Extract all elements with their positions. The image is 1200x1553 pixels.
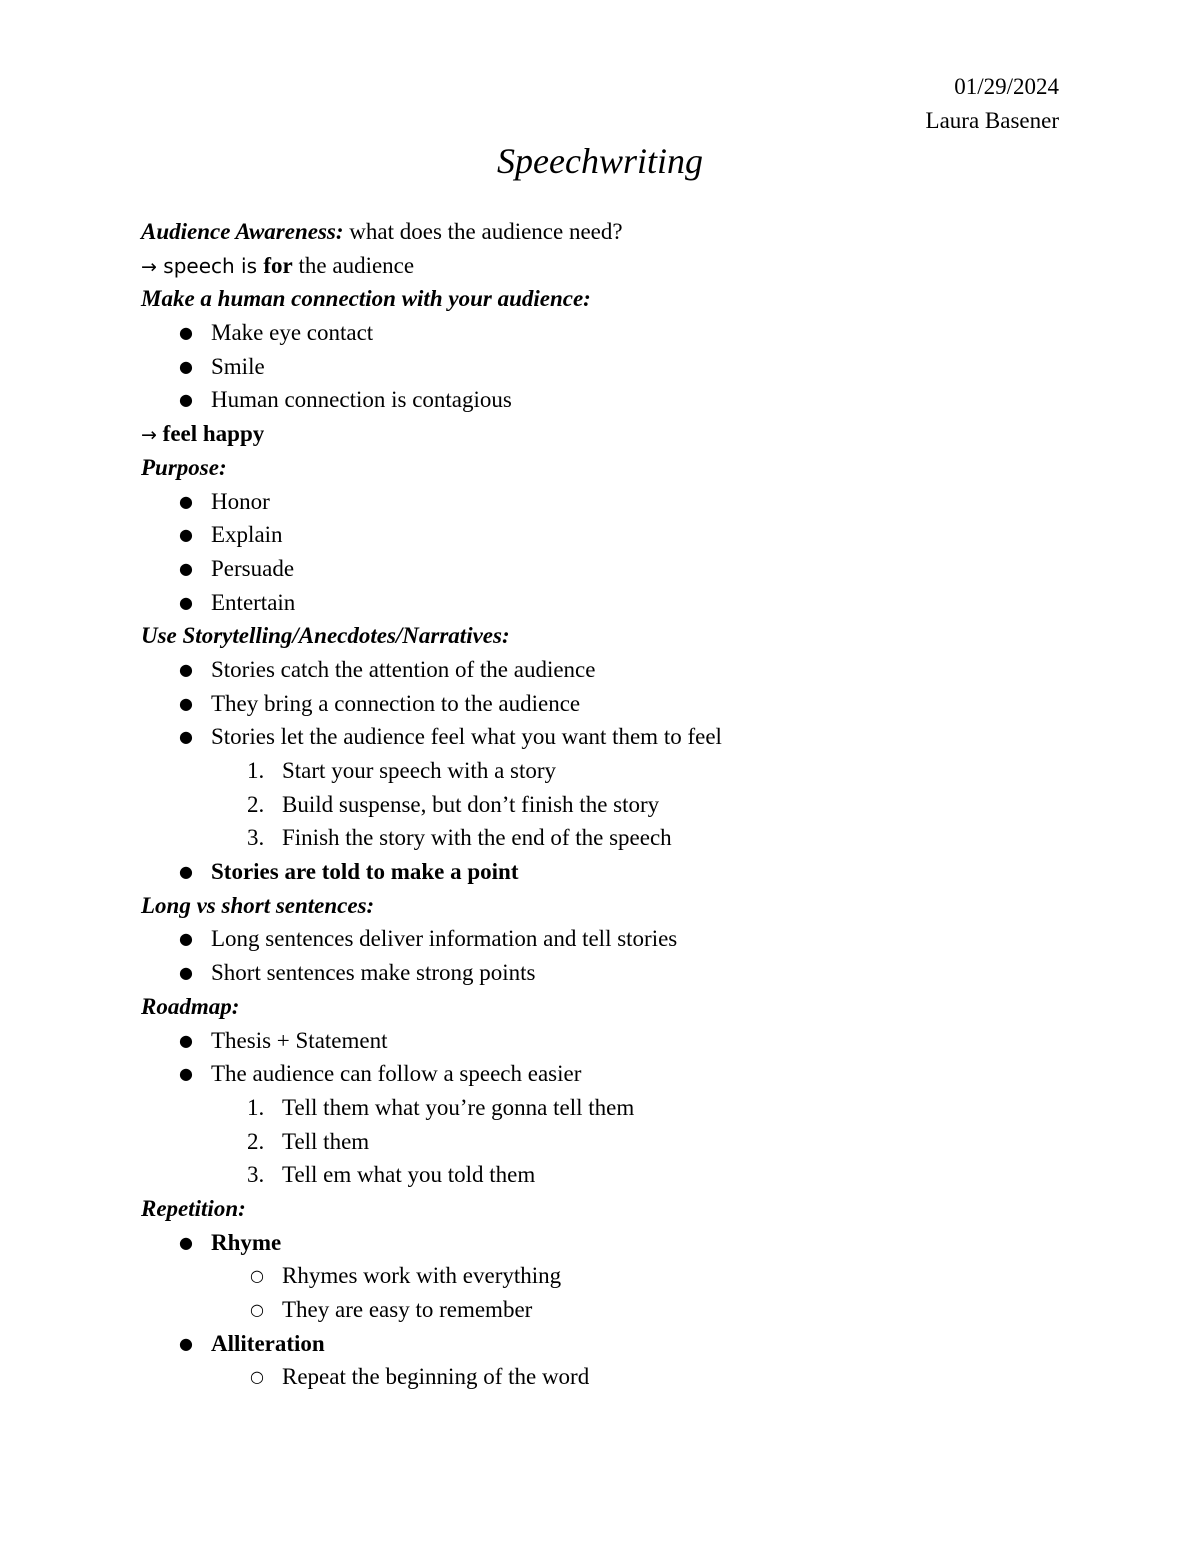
list-item-text: Stories are told to make a point: [211, 859, 519, 885]
roadmap-heading: Roadmap:: [141, 993, 240, 1019]
sub-list-item-text: Repeat the beginning of the word: [282, 1364, 590, 1390]
audience-question: what does the audience need?: [343, 219, 623, 244]
bullet-icon: ●: [179, 525, 193, 545]
numbered-item: [141, 788, 1061, 822]
numbered-item-text: Tell them: [282, 1128, 370, 1154]
list-item: [141, 1226, 1061, 1260]
document-date: 01/29/2024: [954, 74, 1059, 99]
bullet-icon: ●: [179, 659, 193, 679]
document-author: Laura Basener: [925, 108, 1059, 133]
list-item-text: Short sentences make strong points: [211, 960, 536, 986]
list-item: [141, 316, 1061, 350]
bullet-icon: ●: [179, 1232, 193, 1252]
item-number: 3.: [247, 825, 265, 851]
list-item-text: The audience can follow a speech easier: [211, 1061, 582, 1087]
bullet-icon: ●: [179, 491, 193, 511]
bullet-icon: ●: [179, 693, 193, 713]
bullet-icon: ●: [179, 1333, 193, 1353]
list-item-text: Entertain: [211, 589, 296, 615]
list-item-text: Long sentences deliver information and tell stories: [211, 926, 678, 952]
feel-happy-note: [141, 417, 1061, 451]
bullet-icon: ●: [179, 558, 193, 578]
speech-word: speech: [156, 253, 235, 278]
sub-list-item-text: They are easy to remember: [282, 1297, 533, 1322]
sub-list-item: [141, 1360, 1061, 1394]
human-connection-heading: Make a human connection with your audience:: [141, 286, 591, 312]
sub-list-item: [141, 1259, 1061, 1293]
list-item-text: Honor: [211, 488, 270, 514]
list-item: [141, 956, 1061, 990]
numbered-item: [141, 1091, 1061, 1125]
list-item-text: Smile: [211, 353, 265, 379]
bullet-icon: ●: [179, 727, 193, 747]
list-item: [141, 1327, 1061, 1361]
audience-awareness-line: [141, 215, 1061, 249]
item-number: 2.: [247, 791, 265, 817]
circle-bullet-icon: ○: [250, 1367, 264, 1387]
bullet-icon: ●: [179, 1064, 193, 1084]
numbered-item: [141, 821, 1061, 855]
bullet-icon: ●: [179, 592, 193, 612]
circle-bullet-icon: ○: [250, 1266, 264, 1286]
list-item-text: Rhyme: [211, 1229, 282, 1255]
storytelling-heading: Use Storytelling/Anecdotes/Narratives:: [141, 623, 510, 649]
item-number: 3.: [247, 1162, 265, 1188]
feel-happy-text: feel happy: [156, 421, 265, 447]
speech-for-audience-note: [141, 249, 1061, 283]
list-item: [141, 383, 1061, 417]
list-item: [141, 687, 1061, 721]
list-item-text: Stories let the audience feel what you want them to feel: [211, 724, 722, 750]
list-item: [141, 350, 1061, 384]
list-item-text: Stories catch the attention of the audience: [211, 656, 596, 682]
sub-list-item-text: Rhymes work with everything: [282, 1263, 562, 1289]
purpose-heading: Purpose:: [141, 454, 227, 480]
notes-body: [141, 215, 1061, 1394]
list-item: [141, 720, 1061, 754]
audience-awareness-heading: Audience Awareness:: [141, 219, 344, 244]
bullet-icon: ●: [179, 356, 193, 376]
list-item-text: Make eye contact: [211, 320, 374, 346]
list-item: [141, 552, 1061, 586]
bullet-icon: ●: [179, 963, 193, 983]
numbered-item-text: Finish the story with the end of the speech: [282, 825, 672, 851]
numbered-item-text: Build suspense, but don’t finish the story: [282, 791, 660, 817]
list-item-text: Thesis + Statement: [211, 1027, 388, 1053]
circle-bullet-icon: ○: [250, 1300, 264, 1319]
list-item: [141, 855, 1061, 889]
bullet-icon: ●: [179, 929, 193, 949]
for-word: for: [263, 252, 293, 278]
list-item: [141, 1057, 1061, 1091]
numbered-item: [141, 1158, 1061, 1192]
numbered-item: [141, 1125, 1061, 1159]
bullet-icon: ●: [179, 862, 193, 882]
list-item: [141, 518, 1061, 552]
item-number: 1.: [247, 1094, 265, 1120]
bullet-icon: ●: [179, 390, 193, 410]
numbered-item-text: Tell them what you’re gonna tell them: [282, 1094, 635, 1120]
list-item: [141, 485, 1061, 519]
repetition-heading: Repetition:: [141, 1195, 246, 1221]
item-number: 2.: [247, 1128, 265, 1154]
item-number: 1.: [247, 758, 265, 783]
sentences-heading: Long vs short sentences:: [141, 892, 375, 918]
arrow-icon: →: [141, 424, 157, 447]
list-item: [141, 1024, 1061, 1058]
numbered-item-text: Tell em what you told them: [282, 1162, 536, 1188]
list-item-text: Persuade: [211, 555, 295, 581]
bullet-icon: ●: [179, 1030, 193, 1050]
list-item-text: Explain: [211, 522, 283, 548]
numbered-item-text: Start your speech with a story: [282, 758, 557, 783]
is-word: is: [234, 253, 264, 278]
list-item-text: Alliteration: [211, 1330, 325, 1356]
list-item-text: They bring a connection to the audience: [211, 690, 581, 716]
list-item: [141, 586, 1061, 620]
sub-list-item: [141, 1293, 1061, 1327]
arrow-icon: →: [141, 255, 157, 278]
bullet-icon: ●: [179, 323, 193, 343]
audience-note-rest: the audience: [292, 252, 415, 278]
list-item: [141, 653, 1061, 687]
list-item: [141, 922, 1061, 956]
numbered-item: [141, 754, 1061, 788]
list-item-text: Human connection is contagious: [211, 387, 512, 413]
document-title: Speechwriting: [497, 141, 703, 181]
